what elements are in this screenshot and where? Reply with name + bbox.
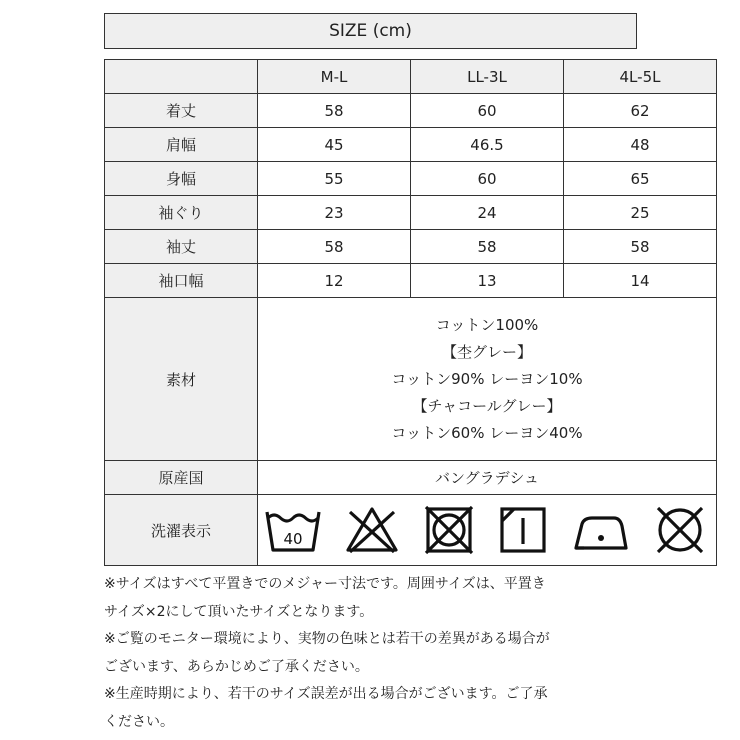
care-row [105, 495, 717, 566]
row-label: 素材 [105, 298, 258, 461]
iron-low-icon [572, 504, 630, 556]
line-dry-shade-icon [497, 504, 549, 556]
size-title-text: SIZE (cm) [329, 21, 412, 41]
size-title [104, 13, 637, 49]
table-row [105, 94, 717, 128]
no-bleach-icon [344, 504, 400, 556]
material-line: コットン100% [435, 315, 539, 334]
table-cell: 13 [411, 264, 564, 298]
note-line: ください。 [104, 713, 174, 730]
table-cell: 45 [258, 128, 411, 162]
row-label: 原産国 [105, 461, 258, 495]
table-cell: 60 [411, 162, 564, 196]
table-cell: 58 [564, 230, 717, 264]
material-line: コットン60% レーヨン40% [391, 423, 583, 442]
table-row [105, 196, 717, 230]
table-cell: 62 [564, 94, 717, 128]
row-label: 袖口幅 [105, 264, 258, 298]
table-cell: 60 [411, 94, 564, 128]
note-line: ※生産時期により、若干のサイズ誤差が出る場合がございます。ご了承 [104, 686, 548, 702]
wash-40-icon [264, 504, 322, 556]
row-label: 着丈 [105, 94, 258, 128]
note-line: サイズ×2にして頂いたサイズとなります。 [104, 603, 374, 620]
material-line: コットン90% レーヨン10% [391, 369, 583, 388]
table-cell: 23 [258, 196, 411, 230]
size-table [104, 59, 717, 566]
row-label: 袖ぐり [105, 196, 258, 230]
note-line: ※サイズはすべて平置きでのメジャー寸法です。周囲サイズは、平置き [104, 576, 546, 592]
table-cell: 24 [411, 196, 564, 230]
table-cell: 58 [411, 230, 564, 264]
table-row [105, 162, 717, 196]
material-line: 【杢グレー】 [441, 342, 532, 361]
column-header: LL-3L [411, 60, 564, 94]
no-dry-clean-icon [652, 504, 708, 556]
care-cell [258, 495, 717, 566]
table-cell: 12 [258, 264, 411, 298]
table-cell: 58 [258, 230, 411, 264]
row-label: 袖丈 [105, 230, 258, 264]
row-label: 洗濯表示 [105, 495, 258, 566]
table-header-row [105, 60, 717, 94]
table-row [105, 128, 717, 162]
table-row [105, 264, 717, 298]
note-line: ございます、あらかじめご了承ください。 [104, 658, 369, 675]
notes [104, 571, 644, 736]
table-cell: 14 [564, 264, 717, 298]
table-cell: 55 [258, 162, 411, 196]
table-cell: 65 [564, 162, 717, 196]
header-corner-cell [105, 60, 258, 94]
origin-row [105, 461, 717, 495]
table-row [105, 230, 717, 264]
row-label: 身幅 [105, 162, 258, 196]
note-line: ※ご覧のモニター環境により、実物の色味とは若干の差異がある場合が [104, 631, 550, 647]
table-cell: 25 [564, 196, 717, 230]
row-label: 肩幅 [105, 128, 258, 162]
column-header: M-L [258, 60, 411, 94]
table-cell: 48 [564, 128, 717, 162]
table-cell: 46.5 [411, 128, 564, 162]
material-cell [258, 298, 717, 461]
column-header: 4L-5L [564, 60, 717, 94]
no-tumble-dry-icon [423, 504, 475, 556]
care-icons [258, 495, 716, 565]
origin-cell: バングラデシュ [258, 461, 717, 495]
material-row [105, 298, 717, 461]
svg-text:40: 40 [283, 530, 303, 548]
material-line: 【チャコールグレー】 [412, 396, 562, 415]
table-cell: 58 [258, 94, 411, 128]
